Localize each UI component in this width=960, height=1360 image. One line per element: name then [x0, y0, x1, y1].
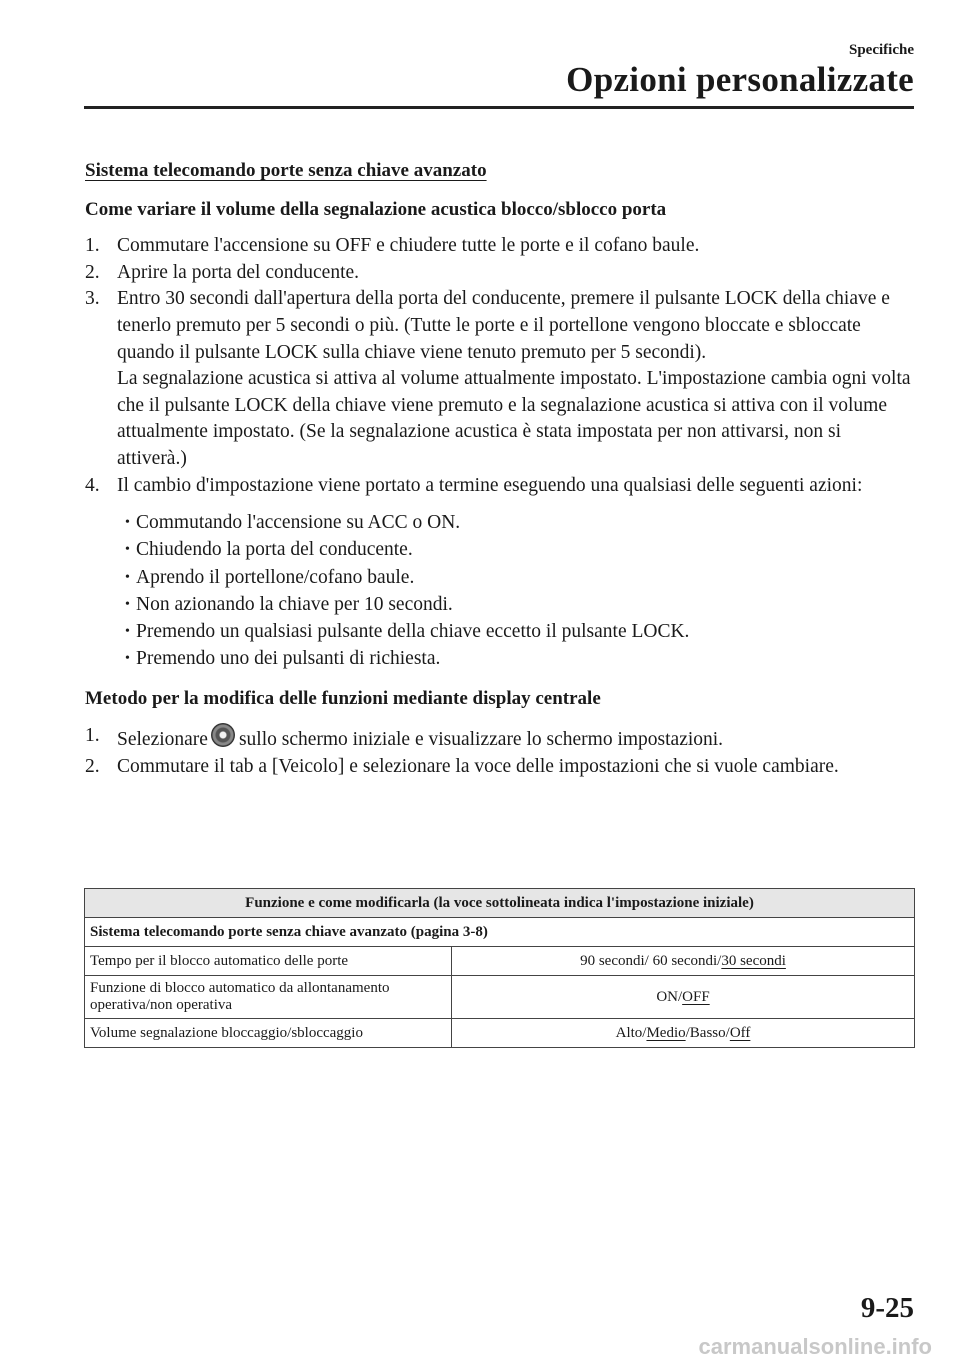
bullet-icon: •: [125, 623, 130, 639]
table-cell-function: Volume segnalazione bloccaggio/sbloccaggio: [85, 1019, 452, 1048]
step-number: 1.: [85, 235, 100, 257]
list-item: • Non azionando la chiave per 10 secondi.: [85, 591, 915, 618]
default-value: 30 secondi: [721, 952, 786, 969]
table-group-row: Sistema telecomando porte senza chiave avanzato (pagina 3-8): [85, 918, 915, 947]
list-item: • Commutando l'accensione su ACC o ON.: [85, 509, 915, 536]
watermark: carmanualsonline.info: [698, 1334, 932, 1359]
table-cell-function: Tempo per il blocco automatico delle porte: [85, 947, 452, 976]
list-item: [85, 723, 915, 754]
display-subsection-title: Metodo per la modifica delle funzioni mediante display centrale: [85, 688, 601, 710]
bullet-icon: •: [125, 651, 130, 667]
bullet-icon: •: [125, 596, 130, 612]
default-value: Off: [729, 1024, 751, 1041]
step-text: Commutare l'accensione su OFF e chiudere tutte le porte e il cofano baule.: [117, 235, 700, 257]
bullet-icon: •: [125, 569, 130, 585]
table-header: Funzione e come modificarla (la voce sottolineata indica l'impostazione iniziale): [85, 889, 915, 918]
list-item: [85, 286, 915, 472]
default-value: OFF: [682, 988, 710, 1005]
list-item: • Aprendo il portellone/cofano baule.: [85, 564, 915, 591]
step-number: 2.: [85, 755, 100, 777]
default-value: Medio: [646, 1024, 686, 1041]
list-item: [85, 260, 915, 287]
settings-table: [84, 888, 915, 1048]
step-text: Commutare il tab a [Veicolo] e selezionare la voce delle impostazioni che si vuole cambiare.: [117, 755, 839, 777]
table-row: [85, 1019, 915, 1048]
list-item: [85, 754, 915, 781]
volume-steps-list: [85, 233, 915, 499]
page-number: 9-25: [860, 1292, 914, 1324]
step-text: Aprire la porta del conducente.: [117, 261, 360, 283]
step-note: La segnalazione acustica si attiva al volume attualmente impostato. L'impostazione cambia ogni volta che il pulsante LOCK della chiave viene premuto e la segnalazione acustica si attiva con il volume attualmente impostato. (Se la segnalazione acustica è stata impostata per non attivarsi, non si attiverà.): [117, 368, 911, 469]
step-text: Entro 30 secondi dall'apertura della porta del conducente, premere il pulsante LOCK della chiave e tenerlo premuto per 5 secondi o più. (Tutte le porte e il portellone vengono bloccate e sbloccate quando il pulsante LOCK sulla chiave viene tenuto premuto per 5 secondi).: [117, 288, 890, 363]
display-steps-list: [85, 723, 915, 780]
list-item: • Chiudendo la porta del conducente.: [85, 536, 915, 563]
step-number: 1.: [85, 724, 100, 746]
bullet-icon: •: [125, 542, 130, 558]
volume-subsection-title: Come variare il volume della segnalazione acustica blocco/sblocco porta: [85, 198, 667, 220]
list-item: • Premendo un qualsiasi pulsante della chiave eccetto il pulsante LOCK.: [85, 618, 915, 645]
step-number: 2.: [85, 261, 100, 283]
page-title: Opzioni personalizzate: [566, 60, 914, 99]
list-item: • Premendo uno dei pulsanti di richiesta.: [85, 645, 915, 672]
table-row: [85, 976, 915, 1019]
header-section-label: Specifiche: [849, 42, 914, 58]
step-number: 4.: [85, 474, 100, 496]
table-cell-values: 90 secondi/ 60 secondi/30 secondi: [452, 947, 915, 976]
list-item: [85, 473, 915, 500]
section-title: Sistema telecomando porte senza chiave avanzato: [85, 160, 487, 181]
table-row: [85, 947, 915, 976]
step-text-before: Selezionare: [117, 728, 208, 750]
header-divider: [84, 106, 914, 109]
table-cell-function: Funzione di blocco automatico da allontanamento operativa/non operativa: [85, 976, 452, 1019]
table-cell-values: Alto/Medio/Basso/Off: [452, 1019, 915, 1048]
step-text: Il cambio d'impostazione viene portato a termine eseguendo una qualsiasi delle seguenti azioni:: [117, 474, 863, 496]
table-cell-values: ON/OFF: [452, 976, 915, 1019]
completion-actions-list: [85, 509, 915, 672]
step-number: 3.: [85, 288, 100, 310]
list-item: [85, 233, 915, 260]
page-content: [85, 158, 915, 780]
step-text-after: sullo schermo iniziale e visualizzare lo schermo impostazioni.: [238, 728, 724, 750]
bullet-icon: •: [125, 515, 130, 531]
settings-gear-icon: [211, 723, 235, 747]
